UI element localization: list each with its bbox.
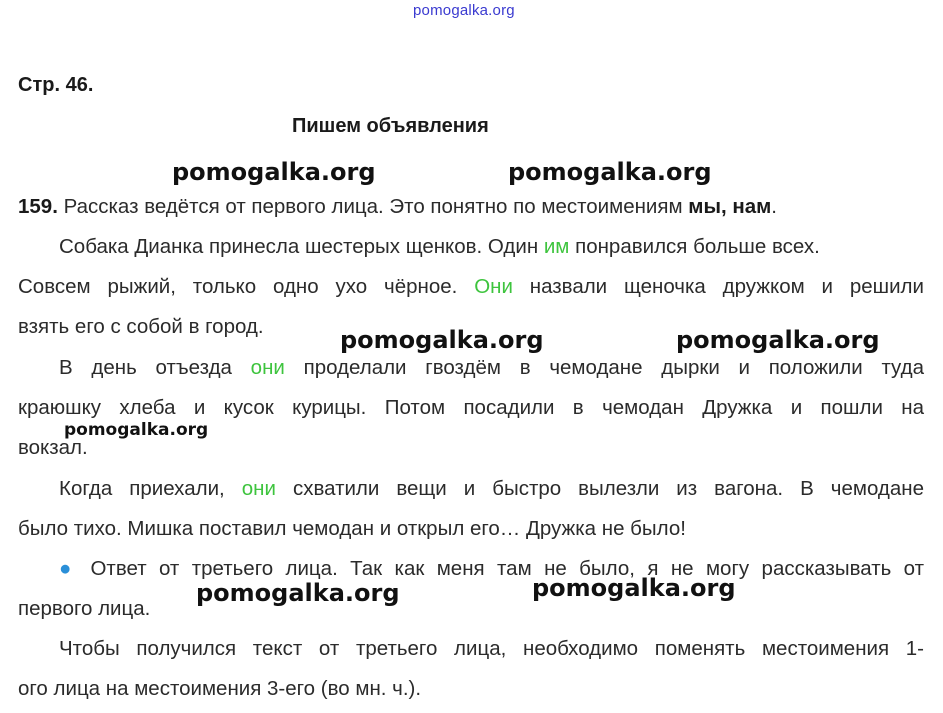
pronoun-highlight: им bbox=[543, 235, 570, 258]
page-label: Стр. 46. bbox=[18, 74, 94, 96]
exercise-number: 159. bbox=[18, 195, 58, 218]
text-span: Когда приехали, bbox=[59, 477, 242, 500]
watermark: pomogalka.org bbox=[196, 579, 400, 607]
paragraph-3-line-2: краюшку хлеба и кусок курицы. Потом посадили в чемодан Дружка и пошли на bbox=[18, 396, 924, 419]
text-span: Собака Дианка принесла шестерых щенков. Один bbox=[59, 235, 544, 258]
paragraph-2-line-1 bbox=[18, 233, 924, 261]
pronoun-highlight: они bbox=[250, 356, 285, 379]
header-watermark: pomogalka.org bbox=[413, 2, 515, 19]
text-span: назвали щеночка дружком и решили bbox=[512, 275, 924, 298]
text-span: проделали гвоздём в чемодане дырки и положили туда bbox=[284, 356, 924, 379]
section-title: Пишем объявления bbox=[292, 115, 489, 137]
text-span: схватили вещи и быстро вылезли из вагона. В чемодане bbox=[275, 477, 924, 500]
p1-pronouns: мы, нам bbox=[688, 195, 772, 218]
paragraph-4-line-2: было тихо. Мишка поставил чемодан и открыл его… Дружка не было! bbox=[18, 517, 686, 540]
paragraph-2-line-3: взять его с собой в город. bbox=[18, 315, 264, 338]
text-span: понравился больше всех. bbox=[569, 235, 820, 258]
text-span: Ответ от третьего лица. Так как меня там не было, я не могу рассказывать от bbox=[78, 557, 924, 580]
paragraph-3-line-3: вокзал. bbox=[18, 436, 88, 459]
text-span: В день отъезда bbox=[59, 356, 251, 379]
p1-end: . bbox=[771, 195, 777, 218]
paragraph-4-line-1 bbox=[18, 475, 924, 503]
watermark: pomogalka.org bbox=[508, 158, 712, 186]
pronoun-highlight: Они bbox=[474, 275, 513, 298]
paragraph-2-line-2 bbox=[18, 273, 924, 301]
text-span: Совсем рыжий, только одно ухо чёрное. bbox=[18, 275, 475, 298]
watermark: pomogalka.org bbox=[64, 420, 209, 440]
p1-text: Рассказ ведётся от первого лица. Это понятно по местоимениям bbox=[63, 195, 689, 218]
watermark: pomogalka.org bbox=[172, 158, 376, 186]
paragraph-6-line-2: ого лица на местоимения 3-его (во мн. ч.). bbox=[18, 677, 422, 700]
paragraph-5-line-1 bbox=[18, 555, 924, 583]
pronoun-highlight: они bbox=[241, 477, 276, 500]
watermark: pomogalka.org bbox=[676, 326, 880, 354]
watermark: pomogalka.org bbox=[532, 574, 736, 602]
bullet-icon: ● bbox=[59, 557, 79, 580]
paragraph-3-line-1 bbox=[18, 354, 924, 382]
paragraph-6-line-1: Чтобы получился текст от третьего лица, необходимо поменять местоимения 1- bbox=[59, 637, 924, 660]
paragraph-1 bbox=[18, 193, 924, 221]
watermark: pomogalka.org bbox=[340, 326, 544, 354]
paragraph-5-line-2: первого лица. bbox=[18, 597, 151, 620]
